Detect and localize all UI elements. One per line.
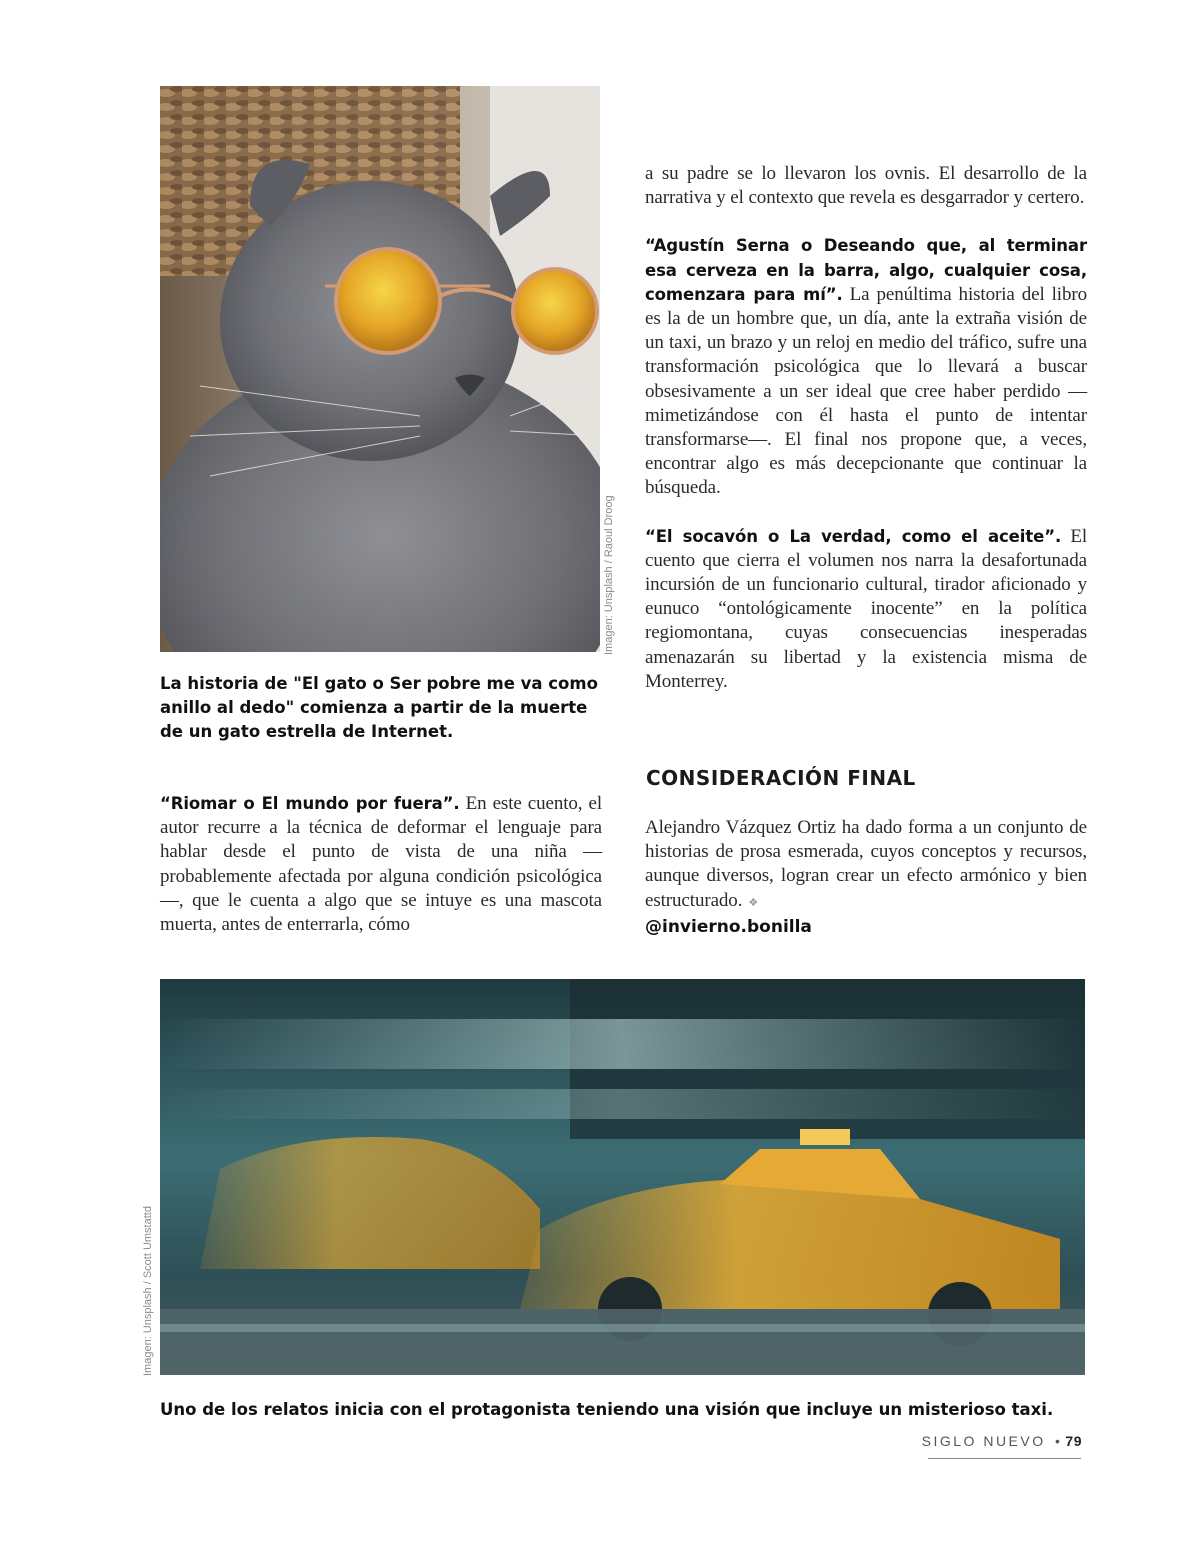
left-column — [160, 792, 602, 937]
riomar-lead: “Riomar o El mundo por fuera”. — [160, 794, 460, 813]
footer-separator: • — [1055, 1433, 1063, 1449]
paragraph-riomar — [160, 792, 602, 937]
author-handle: @invierno.bonilla — [645, 916, 812, 937]
final-text: Alejandro Vázquez Ortiz ha dado forma a un conjunto de historias de prosa esmerada, cuyos conceptos y recursos, aunque diversos, logran crear un efecto armónico y bien estructurado. — [645, 817, 1087, 911]
cat-photo-credit: Imagen: Unsplash / Raoul Droog — [603, 495, 615, 655]
taxi-photo-caption: Uno de los relatos inicia con el protagonista teniendo una visión que incluye un misterioso taxi. — [160, 1400, 1054, 1419]
paragraph-final — [645, 816, 1087, 915]
end-mark-icon: ❖ — [748, 896, 759, 909]
cat-illustration — [160, 86, 600, 652]
page-footer — [922, 1433, 1082, 1449]
agustin-text: La penúltima historia del libro es la de un hombre que, un día, ante la extraña visión de un taxi, un brazo y un reloj en medio del tráfico, sufre una transformación psicológica que lo llevará a buscar obsesivamente a un ser ideal que cree haber perdido —mimetizándose con él hasta el punto de intentar transformarse—. El final nos propone que, a veces, encontrar algo es más decepcionante que continuar la búsqueda. — [645, 283, 1087, 499]
socavon-text: El cuento que cierra el volumen nos narra la desafortunada incursión de un funcionario cultural, tirador aficionado y eunuco “ontológicamente inocente” en la política regiomontana, cuyas consecuencias inesperadas amenazarán su libertad y la existencia misma de Monterrey. — [645, 525, 1088, 692]
agustin-lead: “Agustín Serna o Deseando que, al terminar esa cerveza en la barra, algo, cualquier cosa, comenzara para mí”. — [645, 236, 1087, 304]
riomar-text: En este cuento, el autor recurre a la técnica de deformar el lenguaje para hablar desde el punto de vista de una niña —probablemente afectada por alguna condición psicológica—, que le cuenta a algo que se intuye es una mascota muerta, antes de enterrarla, cómo — [160, 793, 602, 936]
socavon-lead: “El socavón o La verdad, como el aceite”. — [645, 526, 1062, 546]
taxi-photo-credit: Imagen: Unsplash / Scott Umstattd — [142, 1206, 154, 1376]
paragraph-continuation: a su padre se lo llevaron los ovnis. El desarrollo de la narrativa y el contexto que revela es desgarrador y certero. — [645, 163, 1087, 209]
section-heading-final: CONSIDERACIÓN FINAL — [646, 766, 916, 790]
publication-name: SIGLO NUEVO — [921, 1433, 1046, 1449]
cat-photo — [160, 86, 600, 652]
taxi-illustration — [160, 979, 1085, 1375]
paragraph-agustin — [645, 234, 1087, 500]
footer-rule — [928, 1458, 1081, 1459]
page-number: 79 — [1065, 1433, 1082, 1449]
cat-photo-caption: La historia de "El gato o Ser pobre me va como anillo al dedo" comienza a partir de la muerte de un gato estrella de Internet. — [160, 674, 598, 741]
taxi-photo — [160, 979, 1085, 1375]
final-column — [645, 816, 1087, 939]
right-column — [645, 162, 1087, 694]
paragraph-socavon — [645, 525, 1087, 694]
